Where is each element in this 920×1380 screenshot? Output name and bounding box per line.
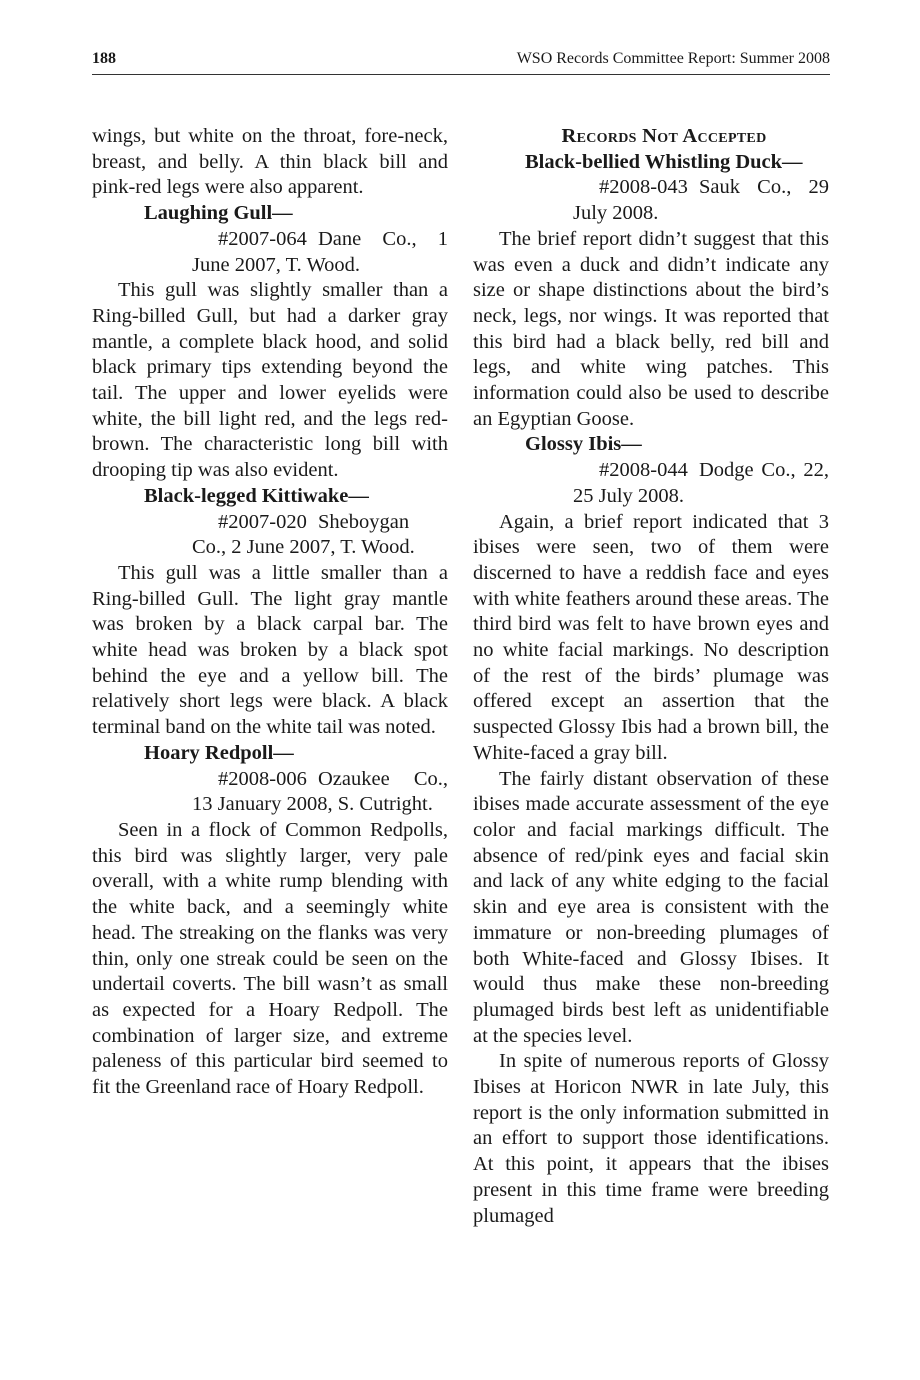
record-details: Sheboygan Co., 2 June 2007, T. Wood. (192, 510, 415, 559)
record-number: #2008-006 (218, 767, 307, 790)
running-header (92, 48, 830, 75)
record-number: #2008-043 (599, 176, 688, 199)
record-details: Dodge Co., 22, 25 July 2008. (573, 459, 829, 507)
record-entry (92, 484, 448, 741)
record-number: #2008-044 (599, 459, 688, 482)
record-description: In spite of numerous reports of Glossy Ibises at Horicon NWR in late July, this report is the only information submitted in an effort to support those identifications. At this point, it appears that the ibises present in this time frame were breeding plumaged (473, 1050, 829, 1227)
left-column (92, 124, 448, 1101)
running-title: WSO Records Committee Report: Summer 2008 (516, 50, 830, 67)
record-description: Seen in a flock of Common Redpolls, this bird was slightly larger, very pale overall, with a white rump blending with the white back, and a seemingly white head. The streaking on the flanks was very thin, only one streak could be seen on the undertail coverts. The bill wasn’t as small as expected for a Hoary Redpoll. The combination of larger size, and extreme paleness of this particular bird seemed to fit the Greenland race of Hoary Redpoll. (92, 818, 448, 1099)
right-column (473, 124, 829, 1229)
record-description: The brief report didn’t suggest that this was even a duck and didn’t indicate any size or shape distinctions about the bird’s neck, legs, nor wings. It was reported that this bird had a black belly, red bill and legs, and white wing patches. This information could also be used to describe an Egyptian Goose. (473, 227, 829, 430)
record-entry (473, 432, 829, 1229)
section-title: Records Not Accepted (561, 125, 767, 147)
record-entry (92, 201, 448, 484)
record-number: #2007-064 (218, 227, 307, 250)
species-heading: Hoary Redpoll— (144, 741, 294, 764)
record-entry (473, 150, 829, 433)
record-details: Sauk Co., 29 July 2008. (573, 176, 829, 225)
record-entry (92, 741, 448, 1101)
record-description: This gull was slightly smaller than a Ring-billed Gull, but had a darker gray mantle, a complete black hood, and solid black primary tips extending beyond the tail. The upper and lower eyelids were white, the bill light red, and the legs red-brown. The characteristic long bill with drooping tip was also evident. (92, 279, 448, 482)
species-heading: Glossy Ibis— (525, 433, 642, 456)
record-line (473, 175, 829, 226)
record-description: Again, a brief report indicated that 3 ibises were seen, two of them were discerned to have a reddish face and eyes with white feathers around these areas. The third bird was felt to have brown eyes and no white facial markings. No description of the rest of the birds’ plumage was offered except an assertion that the suspected Glossy Ibis had a brown bill, the White-faced a gray bill. (473, 510, 829, 764)
species-heading: Black-bellied Whistling Duck— (525, 150, 803, 173)
record-line (92, 510, 448, 561)
species-heading: Laughing Gull— (144, 202, 293, 225)
record-line (473, 458, 829, 509)
record-line (92, 227, 448, 278)
continuation-paragraph: wings, but white on the throat, fore-neck, breast, and belly. A thin black bill and pink-red legs were also apparent. (92, 125, 448, 199)
record-description: This gull was a little smaller than a Ring-billed Gull. The light gray mantle was broken by a black carpal bar. The white head was broken by a black spot behind the eye and a yellow bill. The relatively short legs were black. A black terminal band on the white tail was noted. (92, 561, 448, 739)
record-number: #2007-020 (218, 510, 307, 533)
page-number: 188 (92, 50, 116, 67)
species-heading: Black-legged Kittiwake— (144, 484, 369, 507)
record-details: Dane Co., 1 June 2007, T. Wood. (192, 227, 448, 276)
record-line (92, 767, 448, 818)
record-description: The fairly distant observation of these ibises made accurate assessment of the eye color and facial markings difficult. The absence of red/pink eyes and facial skin and lack of any white edging to the facial skin and eye area is consistent with the immature or non-breeding plumages of both White-faced and Glossy Ibises. It would thus make these non-breeding plumaged birds best left as unidentifiable at the species level. (473, 767, 829, 1047)
record-details: Ozaukee Co., 13 January 2008, S. Cutright. (192, 767, 448, 816)
